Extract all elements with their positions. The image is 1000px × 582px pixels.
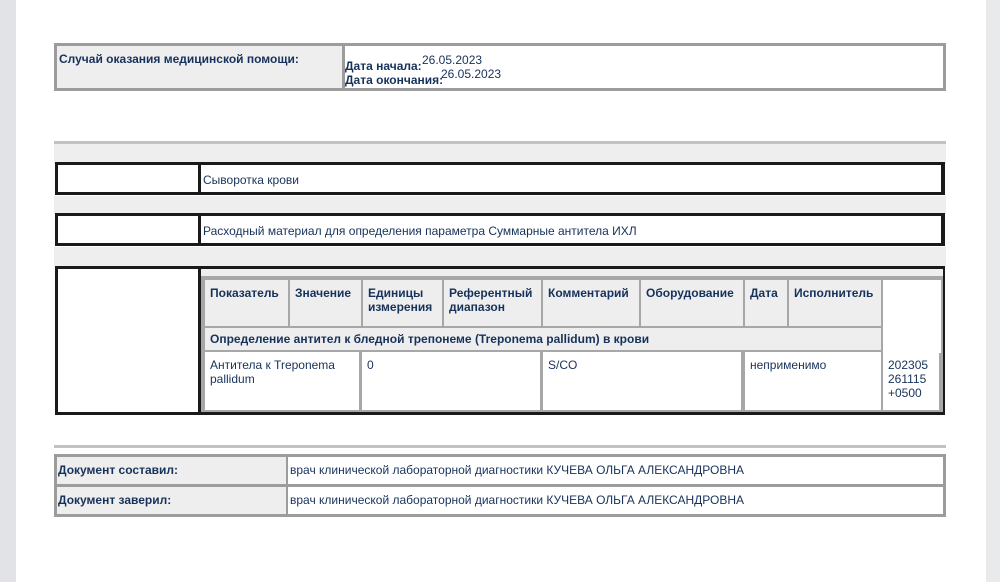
col-header-date: Дата (745, 280, 787, 326)
composed-label-cell (57, 457, 286, 484)
result-indicator: Антитела к Treponema pallidum (205, 352, 359, 410)
results-table (201, 276, 943, 412)
certified-value-cell (288, 487, 943, 514)
end-date-value: 26.05.2023 (441, 67, 502, 81)
results-empty-cell (58, 269, 198, 412)
section-band (54, 247, 946, 267)
section-band (54, 144, 946, 164)
col-header-value: Значение (290, 280, 361, 326)
col-header-comment: Комментарий (543, 280, 639, 326)
consumable-text-cell (201, 216, 941, 243)
col-header-extra (883, 280, 941, 353)
certified-label: Документ заверил: (58, 493, 172, 507)
col-header-equipment: Оборудование (641, 280, 743, 326)
col-header-reference: Референтный диапазон (444, 280, 541, 326)
col-header-indicator: Показатель (205, 280, 288, 326)
composed-value-cell (288, 457, 943, 484)
sample-material-cell (201, 165, 941, 192)
start-date-label: Дата начала: (345, 59, 422, 73)
consumable-text: Расходный материал для определения параметра Суммарные антитела ИХЛ (203, 224, 637, 238)
end-date-label: Дата окончания: (345, 73, 444, 87)
sample-empty-cell (58, 165, 198, 192)
certified-label-cell (57, 487, 286, 514)
page-right-margin (986, 0, 1000, 582)
consumable-empty-cell (58, 216, 198, 243)
result-value: 0 (362, 352, 540, 410)
certified-value: врач клинической лабораторной диагностики КУЧЕВА ОЛЬГА АЛЕКСАНДРОВНА (290, 493, 745, 507)
case-label-cell (57, 46, 342, 88)
sample-material: Сыворотка крови (203, 173, 299, 187)
result-date: 202305 261115 +0500 (883, 352, 939, 410)
start-date-value: 26.05.2023 (422, 53, 483, 67)
case-label: Случай оказания медицинской помощи: (59, 52, 299, 66)
section-title: Определение антител к бледной трепонеме (Treponema pallidum) в крови (205, 328, 881, 350)
result-units: S/CO (543, 352, 741, 410)
composed-label: Документ составил: (58, 463, 178, 477)
separator-line (54, 445, 946, 448)
result-reference: неприменимо (745, 352, 881, 410)
case-dates-cell (345, 46, 943, 88)
composed-value: врач клинической лабораторной диагностики КУЧЕВА ОЛЬГА АЛЕКСАНДРОВНА (290, 463, 745, 477)
col-header-units: Единицы измерения (363, 280, 442, 326)
section-band (54, 196, 946, 214)
page-left-margin (0, 0, 16, 582)
col-header-executor: Исполнитель (789, 280, 881, 326)
